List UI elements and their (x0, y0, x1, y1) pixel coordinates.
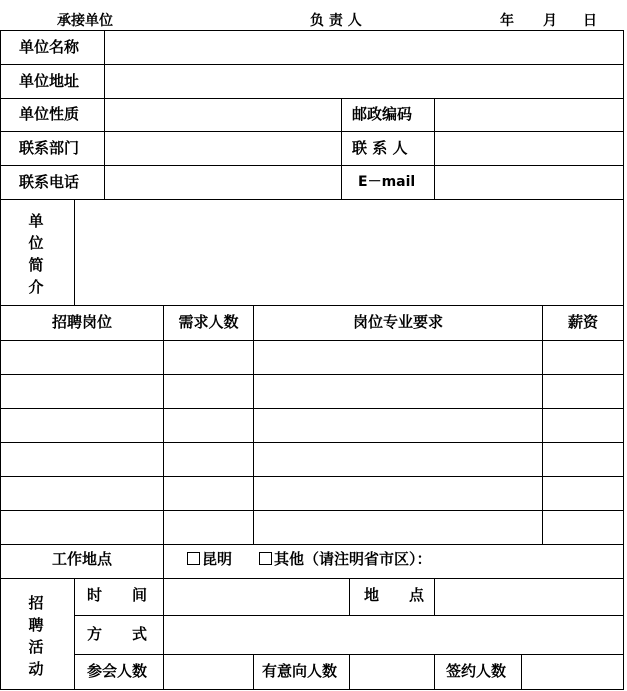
unit-intro-label: 单位简介 (28, 212, 44, 296)
table-row[interactable] (1, 341, 623, 374)
other-option[interactable] (259, 552, 432, 567)
signed-label: 签约人数 (446, 662, 507, 680)
email-field[interactable] (435, 166, 623, 199)
unit-intro-field[interactable] (75, 200, 623, 305)
kunming-option-label: 昆明 (202, 550, 233, 568)
registration-form (0, 30, 624, 690)
table-row[interactable] (1, 511, 623, 544)
contact-dept-field[interactable] (105, 132, 341, 165)
contact-phone-label: 联系电话 (19, 173, 80, 191)
method-field[interactable] (164, 616, 623, 654)
other-option-label: 其他（请注明省市区）： (274, 550, 432, 568)
place-label: 地 点 (364, 586, 425, 604)
salary-header: 薪资 (567, 313, 598, 331)
table-row[interactable] (1, 375, 623, 408)
place-field[interactable] (435, 579, 623, 615)
unit-name-label: 单位名称 (19, 38, 80, 56)
participants-label: 参会人数 (87, 662, 148, 680)
work-location-label: 工作地点 (51, 550, 112, 568)
headcount-header: 需求人数 (178, 313, 239, 331)
header-month: 月 (543, 13, 557, 29)
table-row[interactable] (1, 409, 623, 442)
signed-field[interactable] (522, 655, 623, 689)
requirements-header: 岗位专业要求 (352, 313, 443, 331)
contact-person-field[interactable] (435, 132, 623, 165)
unit-name-field[interactable] (105, 31, 623, 64)
unit-nature-field[interactable] (105, 99, 341, 131)
intended-label: 有意向人数 (262, 662, 338, 680)
header-person-in-charge: 负 责 人 (310, 13, 362, 29)
kunming-option[interactable] (187, 552, 232, 567)
table-row[interactable] (1, 477, 623, 510)
contact-phone-field[interactable] (105, 166, 341, 199)
participants-field[interactable] (164, 655, 253, 689)
unit-address-field[interactable] (105, 65, 623, 98)
position-header: 招聘岗位 (51, 313, 112, 331)
kunming-checkbox[interactable] (187, 552, 200, 565)
header-year: 年 (500, 13, 514, 29)
header-day: 日 (583, 13, 597, 29)
time-field[interactable] (164, 579, 349, 615)
unit-nature-label: 单位性质 (19, 105, 80, 123)
method-label: 方 式 (87, 625, 148, 643)
unit-address-label: 单位地址 (19, 72, 80, 90)
table-row[interactable] (1, 443, 623, 476)
postal-code-label: 邮政编码 (352, 105, 413, 123)
email-label: E－mail (358, 174, 416, 190)
intended-field[interactable] (350, 655, 434, 689)
other-checkbox[interactable] (259, 552, 272, 565)
postal-code-field[interactable] (435, 99, 623, 131)
contact-dept-label: 联系部门 (19, 139, 80, 157)
contact-person-label: 联 系 人 (352, 139, 408, 157)
header-host-unit: 承接单位 (57, 13, 113, 29)
activity-label: 招聘活动 (28, 594, 44, 678)
time-label: 时 间 (87, 586, 148, 604)
